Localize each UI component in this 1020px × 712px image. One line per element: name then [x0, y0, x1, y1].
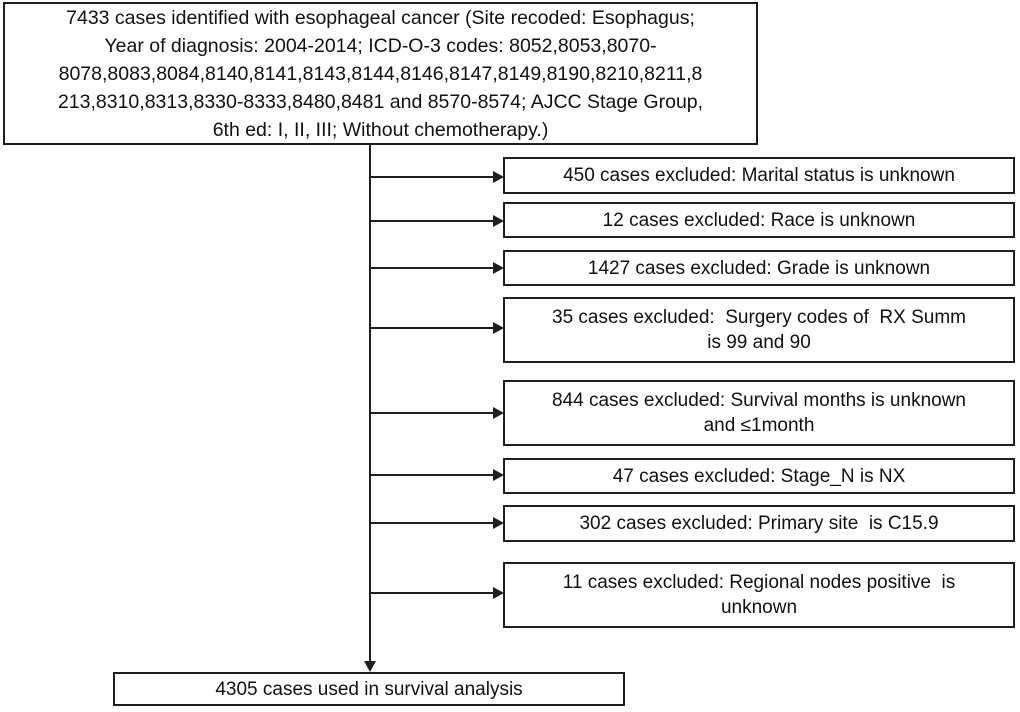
arrow-shaft — [370, 522, 495, 524]
exclusion-text-line: 844 cases excluded: Survival months is unknown — [551, 390, 966, 411]
cohort-text-line: 8078,8083,8084,8140,8141,8143,8144,8146,8147,8149,8190,8210,8211,8 — [58, 62, 703, 85]
exclusion-arrow-4 — [370, 322, 504, 334]
exclusion-text-line: 1427 cases excluded: Grade is unknown — [587, 257, 931, 279]
exclusion-arrow-7 — [370, 517, 504, 529]
cohort-text-line: 6th ed: I, II, III; Without chemotherapy.) — [212, 118, 549, 141]
arrow-shaft — [370, 474, 495, 476]
exclusion-text-line: 450 cases excluded: Marital status is unknown — [563, 165, 955, 186]
down-arrowhead-icon — [364, 661, 376, 672]
exclusion-box-regional-nodes — [503, 562, 1015, 628]
exclusion-arrow-3 — [370, 262, 504, 274]
exclusion-text-line: 11 cases excluded: Regional nodes positive is — [562, 572, 956, 593]
exclusion-box-survival-months — [503, 380, 1015, 446]
arrow-shaft — [370, 267, 495, 269]
arrow-shaft — [370, 176, 495, 178]
final-analysis-text: 4305 cases used in survival analysis — [215, 678, 523, 700]
exclusion-text-line: and ≤1month — [703, 415, 815, 436]
cohort-text-line: 213,8310,8313,8330-8333,8480,8481 and 8570-8574; AJCC Stage Group, — [57, 90, 704, 113]
exclusion-box-surgery-codes — [503, 297, 1015, 363]
exclusion-arrow-8 — [370, 587, 504, 599]
exclusion-text-line: 35 cases excluded: Surgery codes of RX Summ — [552, 307, 966, 328]
exclusion-box-race — [503, 202, 1015, 238]
exclusion-arrow-5 — [370, 407, 504, 419]
arrow-shaft — [370, 412, 495, 414]
exclusion-text-line: 302 cases excluded: Primary site is C15.9 — [579, 513, 939, 534]
exclusion-box-primary-site — [503, 505, 1015, 542]
cohort-text-line: 7433 cases identified with esophageal cancer (Site recoded: Esophagus; — [66, 6, 695, 29]
exclusion-box-stage-n — [503, 458, 1015, 494]
final-analysis-box — [113, 672, 625, 706]
exclusion-arrow-2 — [370, 215, 504, 227]
arrow-shaft — [370, 220, 495, 222]
exclusion-text-line: 47 cases excluded: Stage_N is NX — [612, 465, 906, 487]
exclusion-box-marital-status — [503, 157, 1015, 194]
exclusion-text-line: is 99 and 90 — [707, 332, 811, 353]
arrow-shaft — [370, 592, 495, 594]
exclusion-arrow-6 — [370, 469, 504, 481]
arrow-shaft — [370, 327, 495, 329]
exclusion-arrow-1 — [370, 171, 504, 183]
cohort-identification-box — [3, 2, 758, 145]
exclusion-box-grade — [503, 250, 1015, 286]
exclusion-text-line: 12 cases excluded: Race is unknown — [602, 209, 916, 231]
cohort-text-line: Year of diagnosis: 2004-2014; ICD-O-3 codes: 8052,8053,8070- — [104, 34, 657, 57]
exclusion-text-line: unknown — [720, 597, 798, 618]
